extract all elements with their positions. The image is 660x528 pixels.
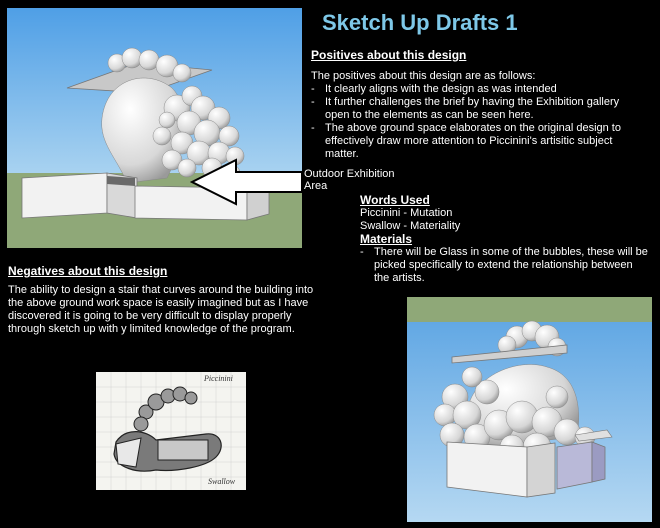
words-used-heading: Words Used [360,193,430,207]
materials-text: There will be Glass in some of the bubbles, these will be picked specifically to extend the relationship between the artists. [374,246,648,284]
render-bottom-right [407,297,652,522]
arrow-icon [190,158,310,206]
annotation-line-1: Outdoor Exhibition [304,168,395,180]
materials-heading: Materials [360,232,413,246]
negatives-heading: Negatives about this design [8,264,168,278]
positives-point-text: It further challenges the brief by having the Exhibition gallery open to the elements as can be seen here. [325,96,620,121]
words-used-item: Piccinini - Mutation [360,207,453,219]
positives-point-text: It clearly aligns with the design as was intended [325,83,557,95]
words-used-section [360,194,650,285]
negatives-body: The ability to design a stair that curves around the building into the above ground work space is easily imagined but as I have discovered it is going to be very difficult to display properly through sketch up with y limited knowledge of the program. [8,284,314,335]
annotation-line-2: Area [304,180,328,192]
sketch-label-top: Piccinini [204,374,233,383]
positives-heading: Positives about this design [311,48,467,62]
positives-point: - It further challenges the brief by having the Exhibition gallery open to the elements as can be seen here. [311,96,641,122]
positives-intro: The positives about this design are as follows: [311,70,536,82]
positives-body [311,70,641,161]
page-title: Sketch Up Drafts 1 [322,10,518,35]
sketch-label-bottom: Swallow [208,477,236,486]
sketch-drawing [96,372,246,490]
words-used-item: Swallow - Materiality [360,220,461,232]
materials-point: - There will be Glass in some of the bubbles, these will be picked specifically to extend the relationship between the artists. [360,246,650,285]
positives-point: - It clearly aligns with the design as was intended [311,83,557,95]
render-top-left [7,8,302,248]
outdoor-exhibition-label [304,168,395,192]
positives-point-text: The above ground space elaborates on the original design to effectively draw more attention to Piccinini's artisitic subject matter. [325,122,621,160]
positives-point: - The above ground space elaborates on the original design to effectively draw more attention to Piccinini's artisitic subject matter. [311,122,641,161]
hand-sketch [96,372,246,490]
sketchup-model-render [7,8,302,248]
sketchup-model-render-2 [407,297,652,522]
